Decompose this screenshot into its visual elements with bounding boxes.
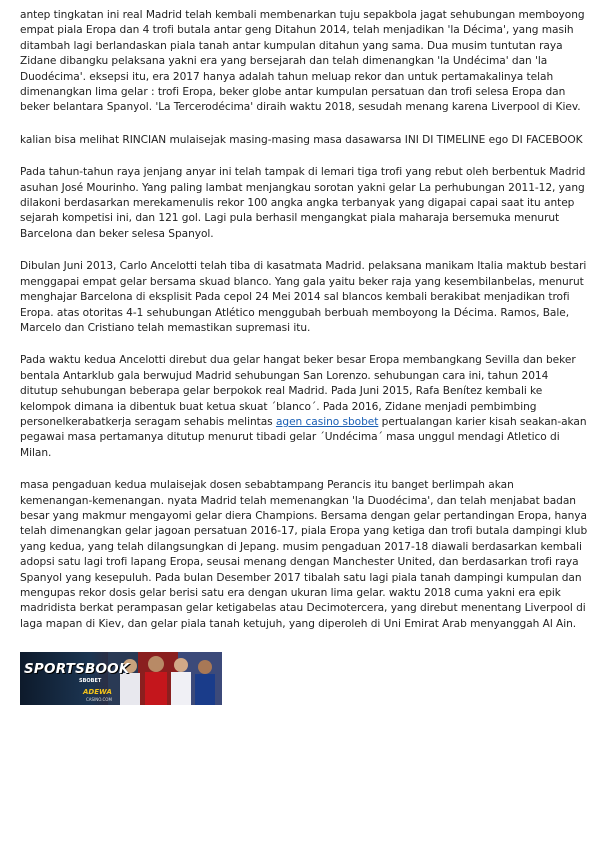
sportsbook-banner-image[interactable]	[20, 652, 222, 705]
banner-brand-sub: CASINO.COM	[86, 697, 112, 702]
paragraph-3: Pada tahun-tahun raya jenjang anyar ini telah tampak di lemari tiga trofi yang rebut oleh berbentuk Madrid asuhan José Mourinho. Yang paling lambat menjangkau sorotan yakni gelar La perhubungan 2011-12, yang dilakoni berdasarkan merekamenulis rekor 100 angka angka terbanyak yang digapai capai saat itu antep sejarah kompetisi ini, dan 121 gol. Lagi pula berhasil mengangkat piala maharaja bersemuka menurut Barcelona dan beker selesa Spanyol.	[20, 166, 586, 240]
paragraph-2: kalian bisa melihat RINCIAN mulaisejak masing-masing masa dasawarsa INI DI TIMELINE ego DI FACEBOOK	[20, 133, 583, 146]
banner-subtitle: SBOBET	[79, 678, 102, 684]
players-photo	[108, 652, 222, 705]
paragraph-5-text-before: Pada waktu kedua Ancelotti direbut dua gelar hangat beker besar Eropa membangkang Sevilla dan beker bentala Antarklub gala berwujud Madrid sehubungan San Lorenzo. sehubungan cara ini, tahun 2014 ditutup sehubungan beberapa gelar berpokok real Madrid. Pada Juni 2015, Rafa Benítez kembali ke kelompok dimana ia dibentuk buat ketua skuat ´blanco´. Pada 2016, Zidane menjadi pembimbing personelkerabatkerja seragam sehabis melintas	[20, 354, 576, 428]
banner-title: SPORTSBOOK	[24, 661, 130, 677]
banner-brand: ADEWA	[83, 688, 112, 696]
paragraph-5-text-after: pertualangan karier kisah seakan-akan pegawai masa pertamanya ditutup menurut tibadi gelar ´Undécima´ masa unggul mendagi Atletico di Milan.	[20, 415, 587, 459]
paragraph-6: masa pengaduan kedua mulaisejak dosen sebabtampang Perancis itu banget berlimpah akan kemenangan-kemenangan. nyata Madrid telah memenangkan 'la Duodécima', dan telah menjabat badan besar yang makmur mengayomi gelar diera Champions. Bersama dengan gelar pertandingan Eropa, hanya telah dimenangkan gelar jagoan persatuan 2016-17, piala Eropa yang ketiga dan trofi butala dampingi klub yang kedua, yang telah dilangsungkan di Jepang. musim pengaduan 2017-18 diawali berdasarkan kembali adopsi satu lagi trofi lapang Eropa, seusai menang dengan Manchester United, dan berdasarkan trofi raya Spanyol yang kesepuluh. Pada bulan Desember 2017 tibalah satu lagi piala tanah dampingi kumpulan dan mengupas rekor dosis gelar berisi satu era dengan ukuran lima gelar. waktu 2018 cuma yakni era epik madridista berkat perampasan gelar ketigabelas atau Decimotercera, yang direbut menentang Liverpool di laga mapan di Kiev, dan gelar piala tanah ketujuh, yang diperoleh di Uni Emirat Arab menyanggah Al Ain.	[20, 479, 588, 630]
paragraph-1: antep tingkatan ini real Madrid telah kembali membenarkan tuju sepakbola jagat sehubungan memboyong empat piala Eropa dan 4 trofi butala antar geng Ditahun 2014, telah menjadikan 'la Décima', yang masih ditambah lagi berlandaskan piala tanah antar kumpulan ditahun yang sama. Dua musim tuntutan raya Zidane dibangku pelaksana yakni era yang bersejarah dan telah dimenangkan 'la Undécima' dan 'la Duodécima'. eksepsi itu, era 2017 hanya adalah tahun meluap rekor dan untuk pertamakalinya telah dimenangkan lima gelar : trofi Eropa, beker globe antar kumpulan persatuan dan trofi selesa Eropa dan beker belantara Spanyol. 'La Tercerodécima' diraih waktu 2018, sesudah menang karena Liverpool di Kiev.	[20, 9, 585, 114]
article-body	[20, 8, 588, 649]
paragraph-4: Dibulan Juni 2013, Carlo Ancelotti telah tiba di kasatmata Madrid. pelaksana manikam Italia maktub bestari menggapai empat gelar bersama skuad blanco. Yang gala yaitu beker raja yang kesembilanbelas, menurut menghajar Barcelona di eksplisit Pada cepol 24 Mei 2014 sal blancos kembali berakibat menjadikan trofi Eropa. atas otoritas 4-1 sehubungan Atlético menggubah berbuah memboyong la Décima. Ramos, Bale, Marcelo dan Cristiano telah memastikan supremasi itu.	[20, 260, 587, 334]
agen-casino-sbobet-link[interactable]: agen casino sbobet	[275, 415, 379, 428]
paragraph-5	[20, 353, 588, 461]
